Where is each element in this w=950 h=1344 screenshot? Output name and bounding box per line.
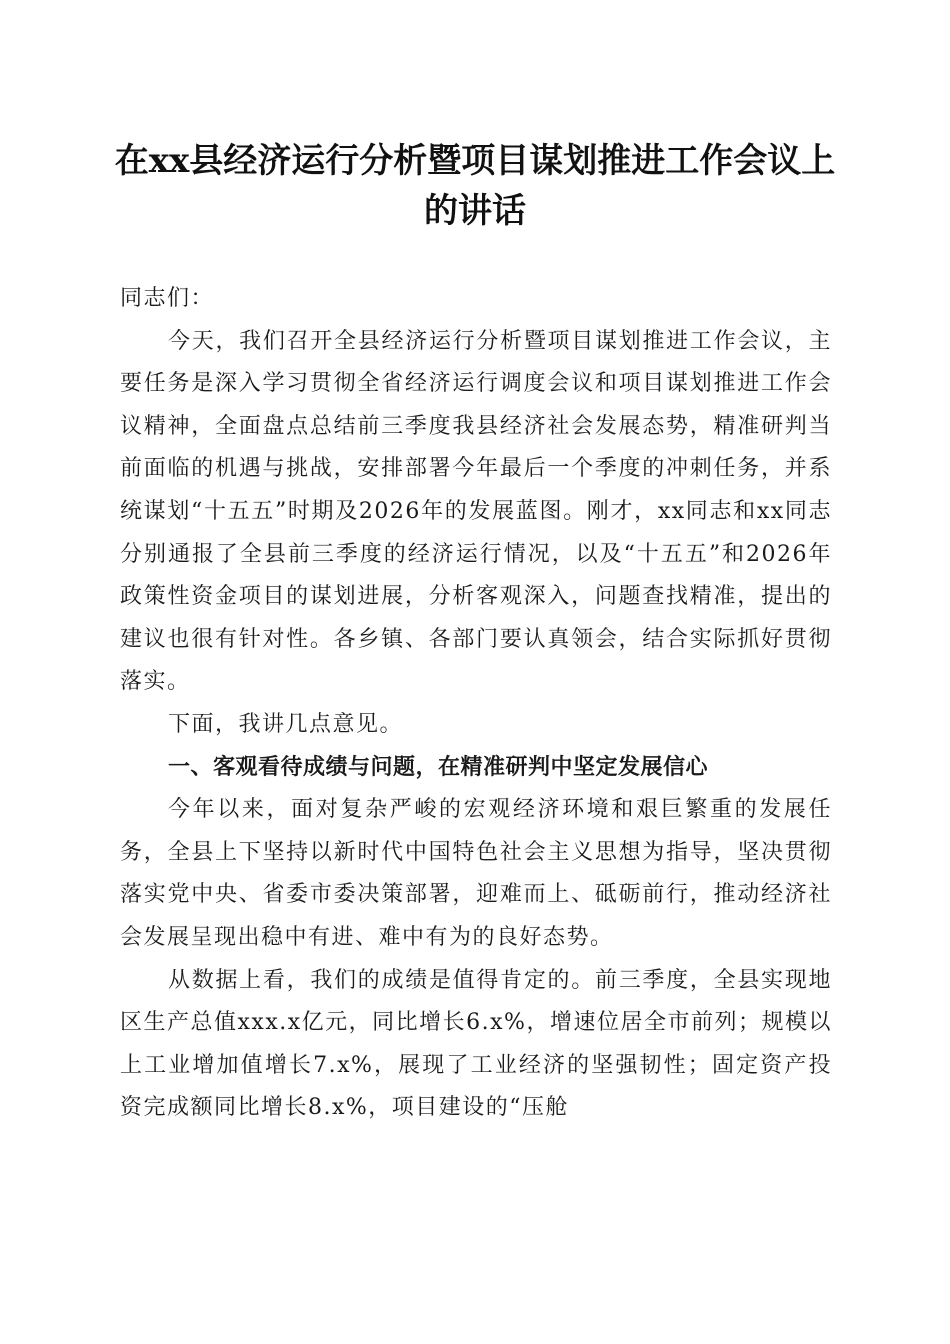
paragraph-achievements: 今年以来，面对复杂严峻的宏观经济环境和艰巨繁重的发展任务，全县上下坚持以新时代中国特色社会主义思想为指导，坚决贯彻落实党中央、省委市委决策部署，迎难而上、砥砺前行，推动经济社会发展呈现出稳中有进、难中有为的良好态势。	[120, 797, 832, 950]
section-heading: 一、客观看待成绩与问题，在精准研判中坚定发展信心	[168, 754, 709, 780]
salutation: 同志们：	[120, 286, 215, 311]
document-body	[120, 278, 832, 1130]
paragraph-intro: 今天，我们召开全县经济运行分析暨项目谋划推进工作会议，主要任务是深入学习贯彻全省经济运行调度会议和项目谋划推进工作会议精神，全面盘点总结前三季度我县经济社会发展态势，精准研判当前面临的机遇与挑战，安排部署今年最后一个季度的冲刺任务，并系统谋划“十五五”时期及2026年的发展蓝图。刚才，xx同志和xx同志分别通报了全县前三季度的经济运行情况，以及“十五五”和2026年政策性资金项目的谋划进展，分析客观深入，问题查找精准，提出的建议也很有针对性。各乡镇、各部门要认真领会，结合实际抓好贯彻落实。	[120, 328, 833, 695]
document-title: 在xx县经济运行分析暨项目谋划推进工作会议上的讲话	[114, 141, 836, 231]
paragraph-transition: 下面，我讲几点意见。	[168, 711, 404, 737]
paragraph-data: 从数据上看，我们的成绩是值得肯定的。前三季度，全县实现地区生产总值xxx.x亿元，同比增长6.x%，增速位居全市前列；规模以上工业增加值增长7.x%，展现了工业经济的坚强韧性；固定资产投资完成额同比增长8.x%，项目建设的“压舱	[120, 967, 832, 1121]
